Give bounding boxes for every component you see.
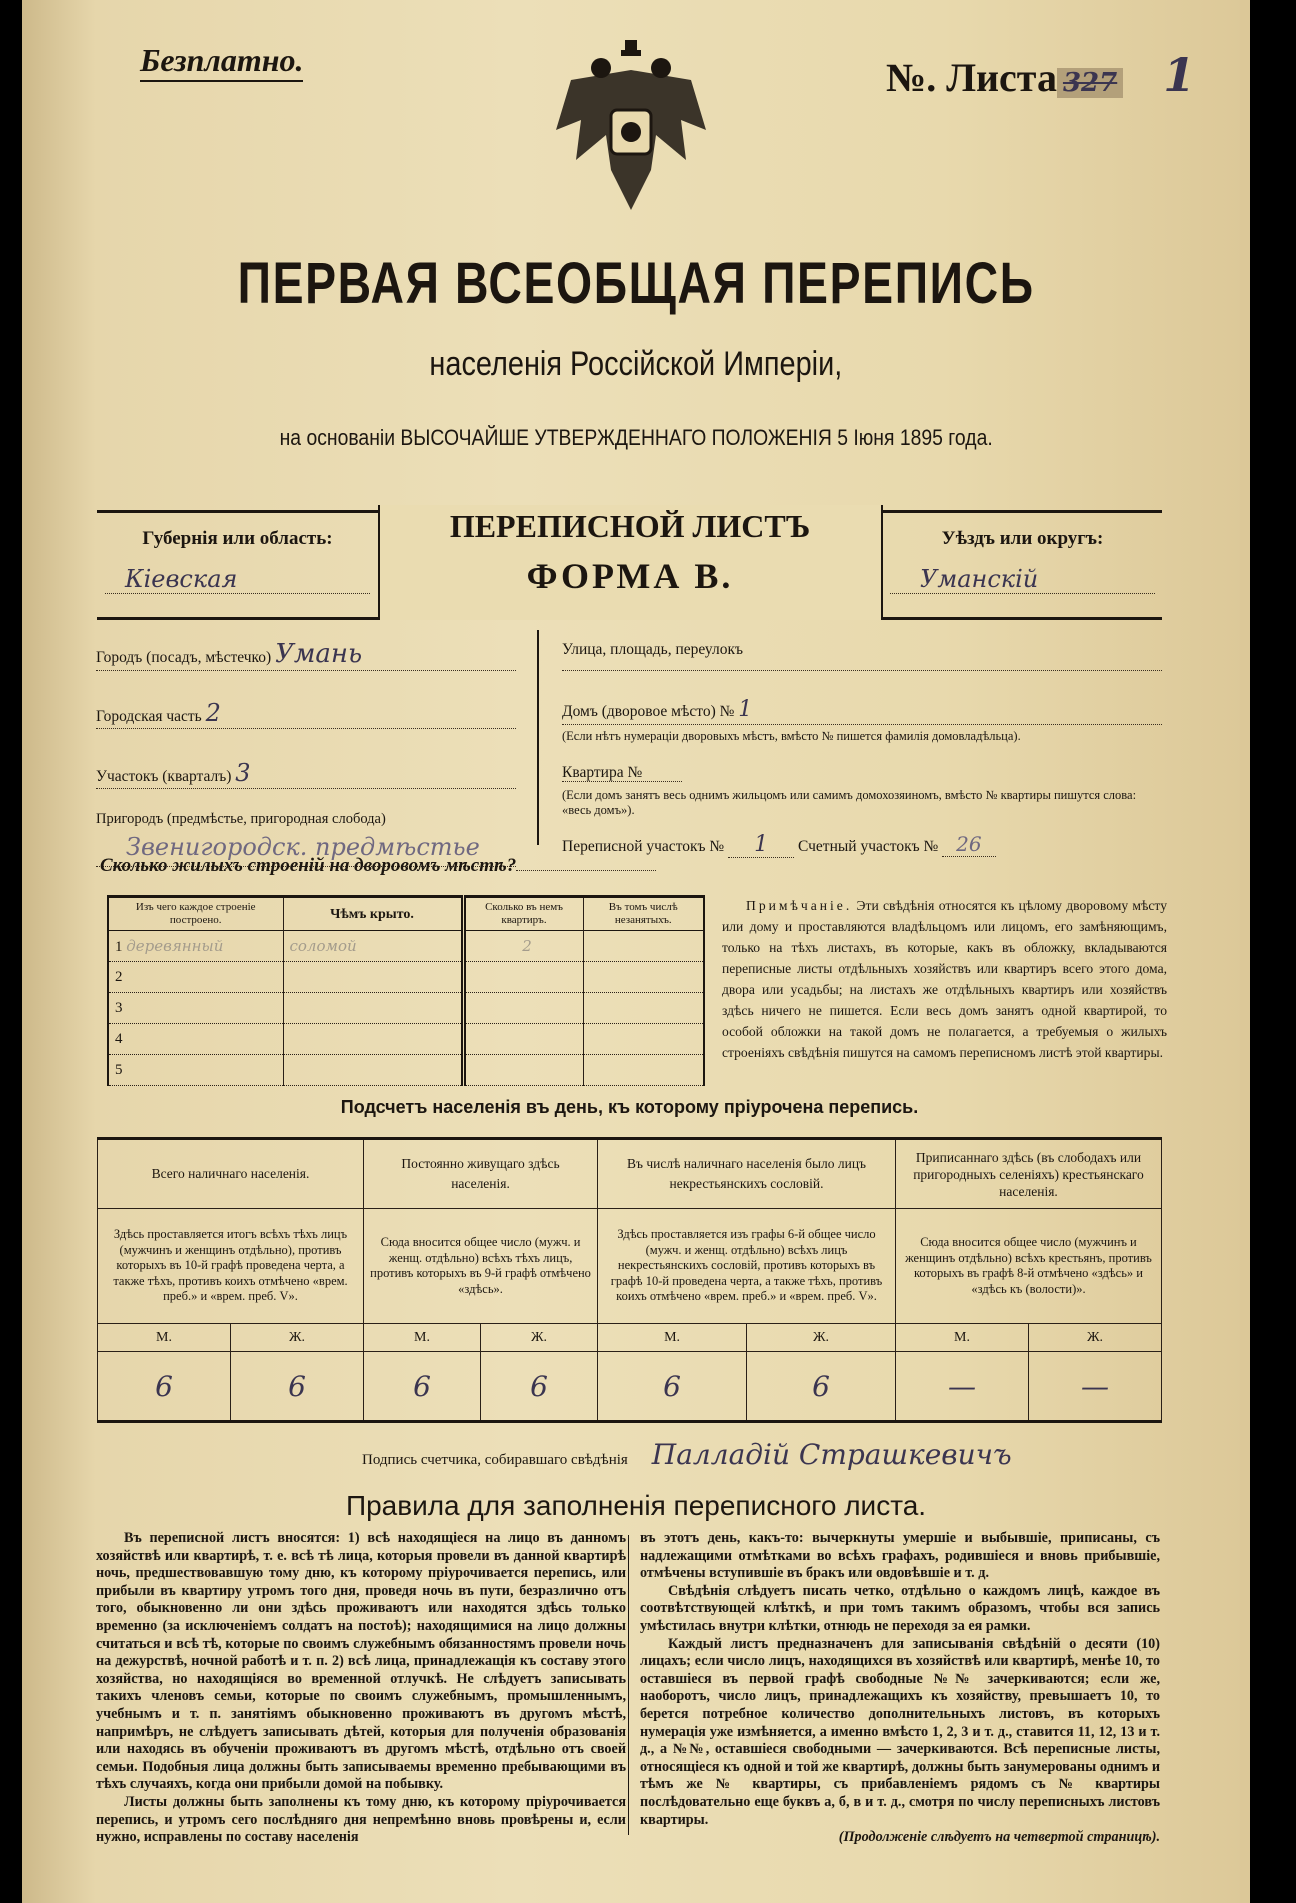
table-row	[108, 993, 704, 1024]
cell-vacant[interactable]	[583, 1024, 704, 1055]
f-label: Ж.	[231, 1324, 364, 1352]
field-census-district[interactable]: Переписной участокъ № 1 Счетный участокъ № 26	[562, 818, 1162, 857]
field-city-part[interactable]: Городская часть 2	[96, 671, 516, 729]
sheet-number-crossed: 327	[1057, 68, 1123, 98]
document-title: ПЕРВАЯ ВСЕОБЩАЯ ПЕРЕПИСЬ	[237, 251, 1035, 316]
value-male[interactable]: 6	[364, 1352, 481, 1422]
cell-vacant[interactable]	[583, 993, 704, 1024]
cell-material[interactable]: 4	[108, 1024, 283, 1055]
form-variant: ФОРМА В.	[526, 556, 734, 596]
field-street[interactable]: Улица, площадь, переулокъ	[562, 625, 1162, 671]
sheet-number	[886, 48, 1195, 102]
value-male[interactable]: 6	[98, 1352, 231, 1422]
field-suburb-label: Пригородъ (предмѣстье, пригородная слобода)	[96, 811, 386, 827]
free-label: Безплатно.	[140, 40, 303, 82]
cell-apartments[interactable]	[463, 1055, 583, 1086]
cell-roof[interactable]	[283, 993, 463, 1024]
field-quarter[interactable]: Участокъ (кварталъ) 3	[96, 729, 516, 789]
field-flat[interactable]: Квартира №	[562, 744, 1162, 782]
col-vacant: Въ томъ числѣ незанятыхъ.	[583, 897, 704, 931]
buildings-note: Примѣчаніе. Эти свѣдѣнія относятся къ цѣлому дворовому мѣсту или дому и проставляются владѣльцомъ или лицомъ, его замѣняющимъ, только на тѣхъ листахъ, въ которые, какъ въ обложку, вкладываются переписные листы отдѣльныхъ хозяйствъ или квартиръ всего этого дома, двора или усадьбы; на листахъ же отдѣльныхъ квартиръ или хозяйствъ здѣсь ничего не пишется. Если весь домъ занятъ одной квартирой, то особой обложки на такой домъ не полагается, а требуемыя о жилыхъ строеніяхъ свѣдѣнія пишутся на самомъ переписномъ листѣ этой квартиры.	[722, 898, 1167, 1060]
col-roof: Чѣмъ крыто.	[283, 897, 463, 931]
cell-apartments[interactable]	[463, 962, 583, 993]
field-city[interactable]: Городъ (посадъ, мѣстечко) Умань	[96, 625, 516, 671]
right-fields	[562, 625, 1162, 857]
field-house[interactable]: Домъ (дворовое мѣсто) № 1	[562, 675, 1162, 725]
table-row	[108, 1024, 704, 1055]
value-female[interactable]: 6	[231, 1352, 364, 1422]
cell-apartments[interactable]	[463, 993, 583, 1024]
value-female[interactable]: —	[1028, 1352, 1161, 1422]
population-title: Подсчетъ населенія въ день, къ которому пріурочена перепись.	[340, 1097, 919, 1117]
cell-vacant[interactable]	[583, 962, 704, 993]
m-label: М.	[98, 1324, 231, 1352]
province-label: Губернія или область:	[142, 528, 333, 549]
buildings-question: Сколько жилыхъ строеній на дворовомъ мѣстѣ?	[100, 855, 656, 877]
rules-right-column: въ этотъ день, какъ-то: вычеркнуты умершіе и выбывшіе, приписаны, съ надлежащими отмѣтками во всѣхъ графахъ, родившіеся и вновь прибывшіе, отмѣчены вступившіе въ бракъ или овдовѣвшіе и т. д. Свѣдѣнія слѣдуетъ писать четко, отдѣльно о каждомъ лицѣ, каждое въ соотвѣтствующей клѣткѣ, и при томъ такимъ образомъ, чтобы вся запись умѣстилась внутри клѣтки, отнюдь не переходя за ея рамки. Каждый листъ предназначенъ для записыванія свѣдѣній о десяти (10) лицахъ; если число лицъ, находящихся въ хозяйствѣ или квартирѣ, менѣе 10, то оставшіеся въ первой графѣ свободные №№ зачеркиваются; если же, наоборотъ, число лицъ, принадлежащихъ къ хозяйству, превышаетъ 10, то берется потребное количество дополнительныхъ листовъ, въ которыхъ нумерація уже измѣняется, а именно вмѣсто 1, 2, 3 и т. д., ставится 11, 12, 13 и т. д., а №№, оставшіеся свободными — зачеркиваются. Всѣ переписные листы, относящіеся къ одной и той же квартирѣ, должны быть занумерованы однимъ и тѣмъ же № квартиры, съ прибавленіемъ рядомъ съ № квартиры послѣдовательно еще буквъ а, б, в и т. д., смотря по числу переписныхъ листовъ квартиры. (Продолженіе слѣдуетъ на четвертой страницѣ).	[640, 1530, 1160, 1846]
pop-desc: Здѣсь проставляется итогъ всѣхъ тѣхъ лицъ (мужчинъ и женщинъ отдѣльно), противъ которыхъ въ 10-й графѣ проведена черта, а также тѣхъ, противъ коихъ отмѣчено «врем. преб.» и «врем. преб. V».	[98, 1209, 364, 1324]
cell-vacant[interactable]	[583, 1055, 704, 1086]
cell-material[interactable]: 5	[108, 1055, 283, 1086]
document-subtitle: населенія Россійской Имперіи,	[429, 345, 843, 383]
flat-note: (Если домъ занятъ весь однимъ жильцомъ или самимъ домохозяиномъ, вмѣсто № квартиры пишутся слова: «весь домъ»).	[562, 788, 1137, 817]
left-fields	[96, 625, 516, 867]
rules-divider	[628, 1535, 629, 1835]
cell-roof[interactable]: соломой	[283, 931, 463, 962]
cell-apartments[interactable]: 2	[463, 931, 583, 962]
pop-col-nonpeasant: Въ числѣ наличнаго населенія было лицъ некрестьянскихъ сословій.	[598, 1139, 896, 1209]
pop-desc: Здѣсь проставляется изъ графы 6-й общее число (мужч. и женщ. отдѣльно) всѣхъ лицъ некрестьянскихъ сословій, противъ которыхъ въ графѣ 10-й проведена черта, а также тѣхъ, противъ коихъ отмѣчено «врем. преб.» и «врем. преб. V».	[598, 1209, 896, 1324]
cell-vacant[interactable]	[583, 931, 704, 962]
pop-desc: Сюда вносится общее число (мужч. и женщ. отдѣльно) всѣхъ тѣхъ лицъ, противъ которыхъ въ 9-й графѣ отмѣчено «здѣсь».	[364, 1209, 598, 1324]
sheet-number-value: 1	[1163, 48, 1196, 102]
rules-left-column: Въ переписной листъ вносятся: 1) всѣ находящіеся на лицо въ данномъ хозяйствѣ или квартирѣ, т. е. всѣ тѣ лица, которыя провели въ данной квартирѣ ночь, предшествовавшую тому дню, къ которому пріурочивается перепись, или прибыли въ квартиру утромъ того дня, проведя ночь въ пути, безразлично отъ того, обыкновенно ли они здѣсь проживаютъ или находятся здѣсь только временно (за исключеніемъ солдатъ на постоѣ); находящимися на лицо должны считаться и всѣ тѣ, которые по своимъ служебнымъ обязанностямъ провели ночь на дежурствѣ, ночной работѣ и т. п. 2) всѣ лица, принадлежащія къ составу этого хозяйства, но находящіяся во временной отлучкѣ. Не слѣдуетъ записывать такихъ членовъ семьи, которые по своимъ служебнымъ, промышленнымъ, учебнымъ и т. п. занятіямъ обыкновенно проживаютъ въ другомъ мѣстѣ, напримѣръ, не слѣдуетъ записывать дѣтей, которыя для полученія образованія или находясь въ обученіи проживаютъ въ другомъ мѣстѣ, отдѣльно отъ своей семьи. Подобныя лица должны быть записываемы временно пребывающими въ тѣхъ случаяхъ, когда они прибыли домой на побывку. Листы должны быть заполнены къ тому дню, къ которому пріурочивается перепись, и утромъ сего послѣдняго дня непремѣнно вновь провѣрены и, если нужно, исправлены по составу населенія	[96, 1530, 626, 1846]
buildings-table	[107, 895, 705, 1086]
sheet-number-label: №. Листа	[886, 55, 1057, 100]
f-label: Ж.	[481, 1324, 598, 1352]
col-material: Изъ чего каждое строеніе построено.	[108, 897, 283, 931]
cell-material[interactable]: 3	[108, 993, 283, 1024]
cell-material[interactable]: 2	[108, 962, 283, 993]
table-row	[108, 1055, 704, 1086]
district-value[interactable]: Уманскій	[890, 565, 1155, 594]
cell-roof[interactable]	[283, 962, 463, 993]
rules-title: Правила для заполненія переписного листа.	[345, 1490, 927, 1521]
value-female[interactable]: 6	[747, 1352, 896, 1422]
cell-apartments[interactable]	[463, 1024, 583, 1055]
value-male[interactable]: —	[895, 1352, 1028, 1422]
district-label: Уѣздъ или округъ:	[941, 528, 1104, 549]
m-label: М.	[364, 1324, 481, 1352]
pop-col-permanent: Постоянно живущаго здѣсь населенія.	[364, 1139, 598, 1209]
cell-material[interactable]: 1 деревянный	[108, 931, 283, 962]
pop-col-peasant: Приписаннаго здѣсь (въ слободахъ или пригородныхъ селеніяхъ) крестьянскаго населенія.	[895, 1139, 1161, 1209]
cell-roof[interactable]	[283, 1024, 463, 1055]
signature-value[interactable]: Палладій Страшкевичъ	[651, 1438, 1012, 1471]
form-title: ПЕРЕПИСНОЙ ЛИСТЪ	[449, 508, 811, 544]
fields-divider	[537, 630, 539, 845]
imperial-eagle-emblem	[551, 40, 711, 220]
table-row	[108, 931, 704, 962]
cell-roof[interactable]	[283, 1055, 463, 1086]
f-label: Ж.	[747, 1324, 896, 1352]
table-row	[108, 962, 704, 993]
enumerator-signature: Подпись счетчика, собиравшаго свѣдѣнія Палладій Страшкевичъ	[362, 1438, 1012, 1471]
value-female[interactable]: 6	[481, 1352, 598, 1422]
house-note: (Если нѣтъ нумераціи дворовыхъ мѣстъ, вмѣсто № пишется фамилія домовладѣльца).	[562, 729, 1021, 743]
pop-desc: Сюда вносится общее число (мужчинъ и женщинъ отдѣльно) всѣхъ крестьянъ, противъ которыхъ въ графѣ 8-й отмѣчено «здѣсь» и «здѣсь къ (волости)».	[895, 1209, 1161, 1324]
f-label: Ж.	[1028, 1324, 1161, 1352]
population-table	[97, 1137, 1162, 1423]
value-male[interactable]: 6	[598, 1352, 747, 1422]
province-value[interactable]: Кіевская	[105, 565, 370, 594]
field-suburb-value[interactable]: Звенигородск. предмѣстье	[96, 827, 516, 867]
m-label: М.	[895, 1324, 1028, 1352]
document-basis: на основаніи ВЫСОЧАЙШЕ УТВЕРЖДЕННАГО ПОЛОЖЕНІЯ 5 Іюня 1895 года.	[279, 425, 993, 450]
col-apartments: Сколько въ немъ квартиръ.	[463, 897, 583, 931]
pop-col-total: Всего наличнаго населенія.	[98, 1139, 364, 1209]
m-label: М.	[598, 1324, 747, 1352]
